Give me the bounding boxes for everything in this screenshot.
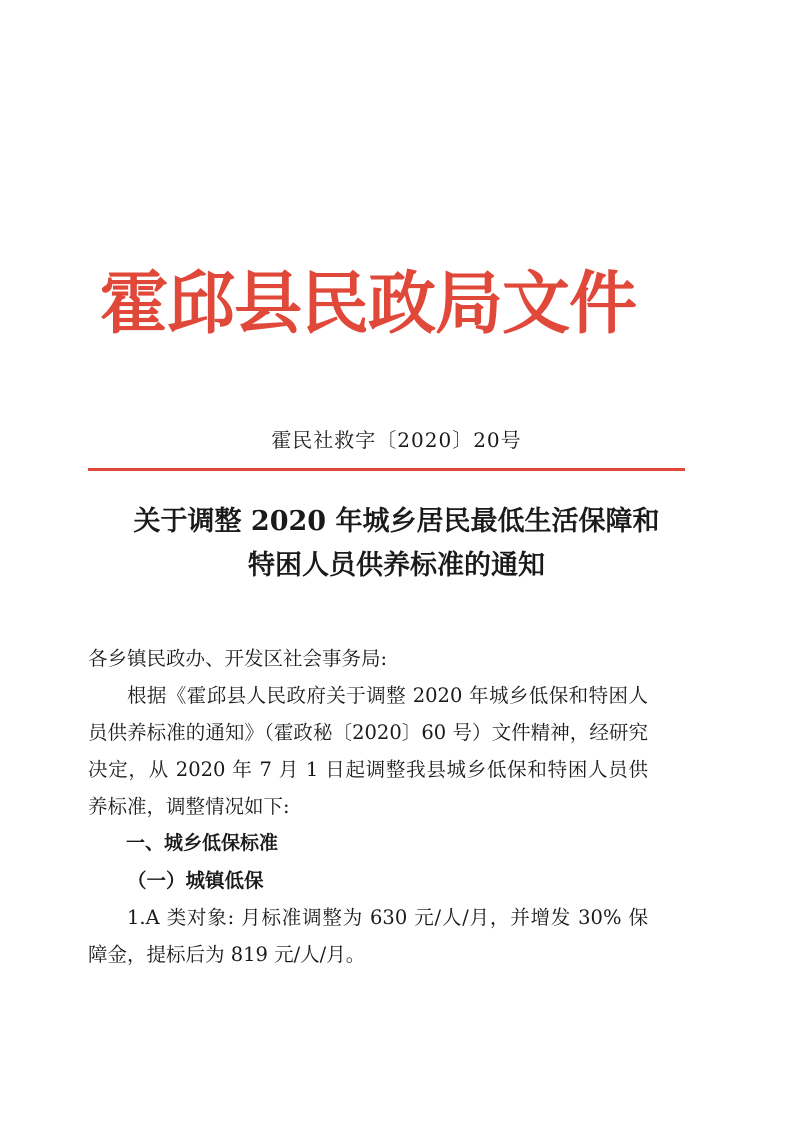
red-divider-line	[88, 468, 685, 471]
subsection-heading-1: （一）城镇低保	[127, 869, 264, 892]
addressee: 各乡镇民政办、开发区社会事务局:	[88, 647, 388, 670]
document-body	[88, 640, 648, 973]
notice-title-line-2: 特困人员供养标准的通知	[248, 550, 545, 581]
notice-title	[0, 500, 793, 588]
list-item-1: 1.A 类对象: 月标准调整为 630 元/人/月，并增发 30% 保障金，提标后为 819 元/人/月。	[88, 906, 648, 966]
issuer-header: 霍邱县民政局文件	[100, 265, 637, 344]
body-paragraph-1: 根据《霍邱县人民政府关于调整 2020 年城乡低保和特困人员供养标准的通知》（霍政秘〔2020〕60 号）文件精神，经研究决定，从 2020 年 7 月 1 日起调整我县城乡低保和特困人员供养标准，调整情况如下:	[88, 684, 648, 818]
document-number: 霍民社救字〔2020〕20号	[271, 428, 522, 452]
section-heading-1: 一、城乡低保标准	[126, 832, 279, 854]
notice-title-line-1: 关于调整 2020 年城乡居民最低生活保障和	[133, 506, 660, 537]
